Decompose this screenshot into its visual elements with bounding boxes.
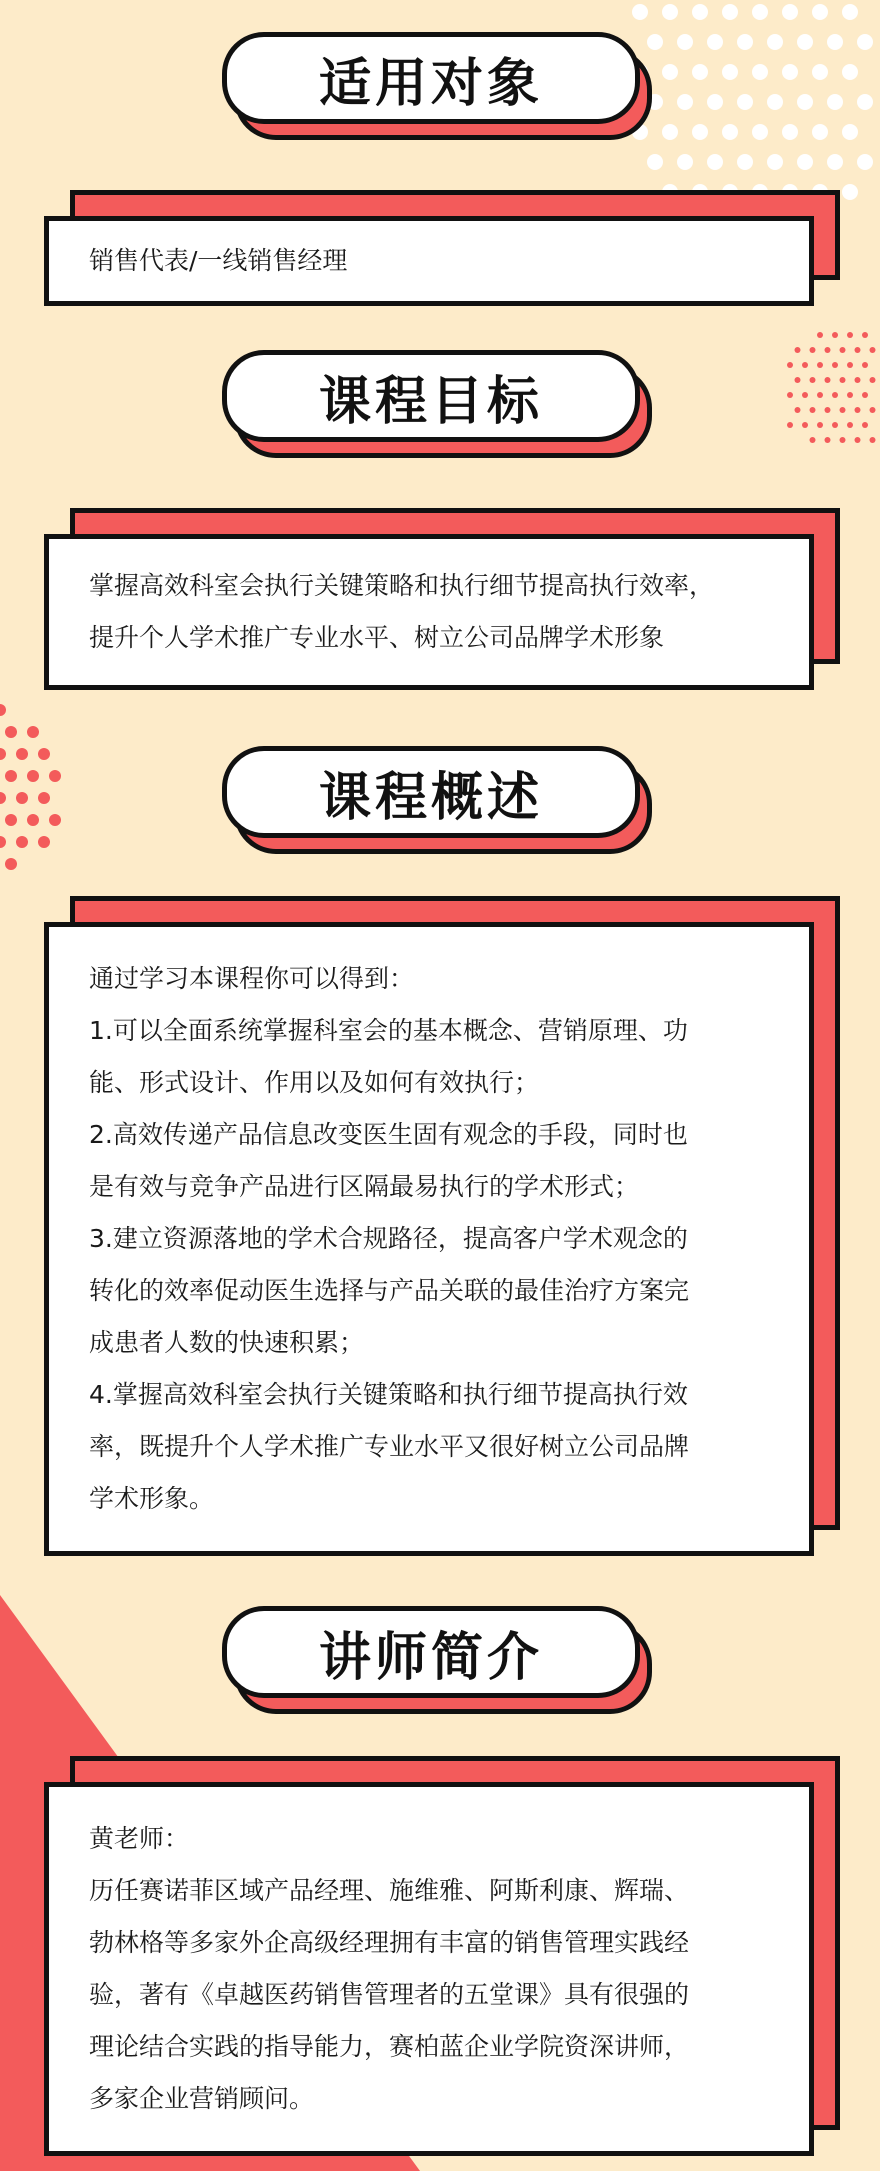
- card-line: 历任赛诺菲区域产品经理、施维雅、阿斯利康、辉瑞、: [89, 1876, 690, 1905]
- card-line: 1.可以全面系统掌握科室会的基本概念、营销原理、功: [89, 1016, 688, 1045]
- section-title: 适用对象: [222, 32, 640, 124]
- card-line: 验，著有《卓越医药销售管理者的五堂课》具有很强的: [89, 1980, 690, 2009]
- card-line: 4.掌握高效科室会执行关键策略和执行细节提高执行效: [89, 1380, 688, 1409]
- card-body: [44, 1782, 814, 2156]
- card-line: 勃林格等多家外企高级经理拥有丰富的销售管理实践经: [89, 1928, 690, 1957]
- card-line: 率，既提升个人学术推广专业水平又很好树立公司品牌: [89, 1432, 690, 1461]
- card-line: 销售代表/一线销售经理: [89, 246, 348, 275]
- section-title: 课程目标: [222, 350, 640, 442]
- card-line: 掌握高效科室会执行关键策略和执行细节提高执行效率，: [89, 571, 715, 600]
- section-title: 讲师简介: [222, 1606, 640, 1698]
- card-line: 是有效与竞争产品进行区隔最易执行的学术形式；: [89, 1172, 640, 1201]
- card-line: 多家企业营销顾问。: [89, 2084, 315, 2113]
- card-line: 学术形象。: [89, 1484, 215, 1513]
- section-title: 课程概述: [222, 746, 640, 838]
- content-card: [44, 1756, 840, 2156]
- card-line: 3.建立资源落地的学术合规路径，提高客户学术观念的: [89, 1224, 688, 1253]
- card-line: 成患者人数的快速积累；: [89, 1328, 365, 1357]
- card-line: 提升个人学术推广专业水平、树立公司品牌学术形象: [89, 623, 665, 652]
- card-line: 黄老师：: [89, 1824, 190, 1853]
- section-title-badge: [222, 1606, 652, 1714]
- card-line: 2.高效传递产品信息改变医生固有观念的手段，同时也: [89, 1120, 688, 1149]
- card-line: 能、形式设计、作用以及如何有效执行；: [89, 1068, 540, 1097]
- card-line: 通过学习本课程你可以得到：: [89, 964, 415, 993]
- card-line: 理论结合实践的指导能力，赛柏蓝企业学院资深讲师，: [89, 2032, 690, 2061]
- card-line: 转化的效率促动医生选择与产品关联的最佳治疗方案完: [89, 1276, 690, 1305]
